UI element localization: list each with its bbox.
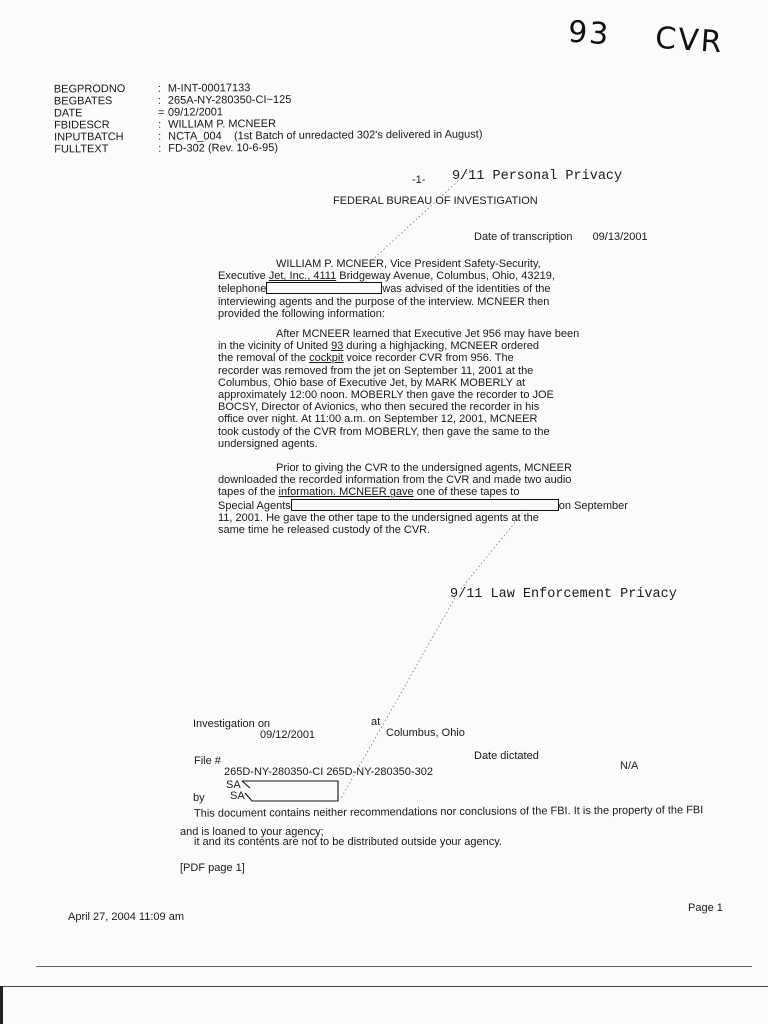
handwritten-number: 93	[566, 14, 612, 53]
print-date: April 27, 2004 11:09 am	[68, 911, 184, 923]
disclaimer-line-1: This document contains neither recommendations nor conclusions of the FBI. It is the property of the FBI	[193, 804, 704, 820]
transcription-date	[474, 231, 648, 243]
at-label: at	[371, 716, 381, 728]
scan-edge-rule	[0, 986, 768, 987]
transcription-label: Date of transcription	[474, 231, 573, 243]
paragraph-intro: WILLIAM P. MCNEER, Vice President Safety-Security, Executive Jet, Inc., 4111 Bridgeway Avenue, Columbus, Ohio, 43219, telephone was advised of the identities of the interviewing agents and the purpose of the interview. MCNEER then provided the following information:	[218, 258, 555, 320]
transcription-value: 09/13/2001	[592, 231, 648, 243]
handwritten-text: CVR	[654, 20, 725, 61]
date-dictated-value: N/A	[620, 760, 639, 772]
by-label: by	[193, 792, 205, 804]
sa-label-1: SA	[226, 779, 241, 791]
paragraph-tapes: Prior to giving the CVR to the undersigned agents, MCNEER downloaded the recorded information from the CVR and made two audio tapes of the information. MCNEER gave one of these tapes to Special Agents on September 11, 2001. He gave the other tape to the undersigned agents at the same time he released custody of the CVR.	[218, 462, 628, 537]
redaction-box-agents	[240, 778, 342, 804]
investigation-on-label: Investigation on	[193, 718, 271, 730]
privacy-stamp-law-enforcement: 9/11 Law Enforcement Privacy	[450, 587, 677, 602]
pdf-page-label: [PDF page 1]	[180, 862, 245, 874]
scan-edge-mark	[0, 986, 3, 1024]
metadata-row: FBIDESCR : WILLIAM P. MCNEER	[54, 117, 277, 132]
page-number: Page 1	[688, 902, 723, 914]
disclaimer-line-2: and is loaned to your agency;	[180, 826, 324, 838]
sa-label-2: SA	[230, 790, 245, 802]
metadata-row: BEGBATES : 265A-NY-280350-CI~125	[53, 93, 292, 108]
investigation-date: 09/12/2001	[260, 729, 316, 741]
bottom-rule	[36, 966, 752, 967]
investigation-location: Columbus, Ohio	[386, 727, 465, 739]
redaction-box	[266, 282, 382, 294]
metadata-row: BEGPRODNO : M-INT-00017133	[53, 82, 251, 96]
paragraph-cvr-removal: After MCNEER learned that Executive Jet 956 may have been in the vicinity of United 93 during a highjacking, MCNEER ordered the removal of the cockpit voice recorder CVR from 956. The recorder was removed from the jet on September 11, 2001 at the Columbus, Ohio base of Executive Jet, by MARK MOBERLY at approximately 12:00 noon. MOBERLY then gave the recorder to JOE BOCSY, Director of Avionics, who then secured the recorder in his office over night. At 11:00 a.m. on September 12, 2001, MCNEER took custody of the CVR from MOBERLY, then gave the same to the undersigned agents.	[218, 328, 580, 450]
redaction-box	[291, 499, 559, 511]
metadata-row: DATE = 09/12/2001	[53, 106, 224, 120]
date-dictated-label: Date dictated	[474, 750, 539, 762]
privacy-stamp-personal: 9/11 Personal Privacy	[452, 169, 623, 184]
page-marker: -1-	[412, 174, 426, 186]
metadata-row: INPUTBATCH : NCTA_004 (1st Batch of unredacted 302's delivered in August)	[54, 128, 483, 144]
disclaimer-line-3: it and its contents are not to be distributed outside your agency.	[194, 836, 502, 848]
agency-title: FEDERAL BUREAU OF INVESTIGATION	[333, 195, 538, 207]
metadata-row: FULLTEXT : FD-302 (Rev. 10-6-95)	[54, 141, 279, 156]
file-label: File #	[194, 755, 221, 767]
file-numbers: 265D-NY-280350-CI 265D-NY-280350-302	[224, 766, 433, 778]
